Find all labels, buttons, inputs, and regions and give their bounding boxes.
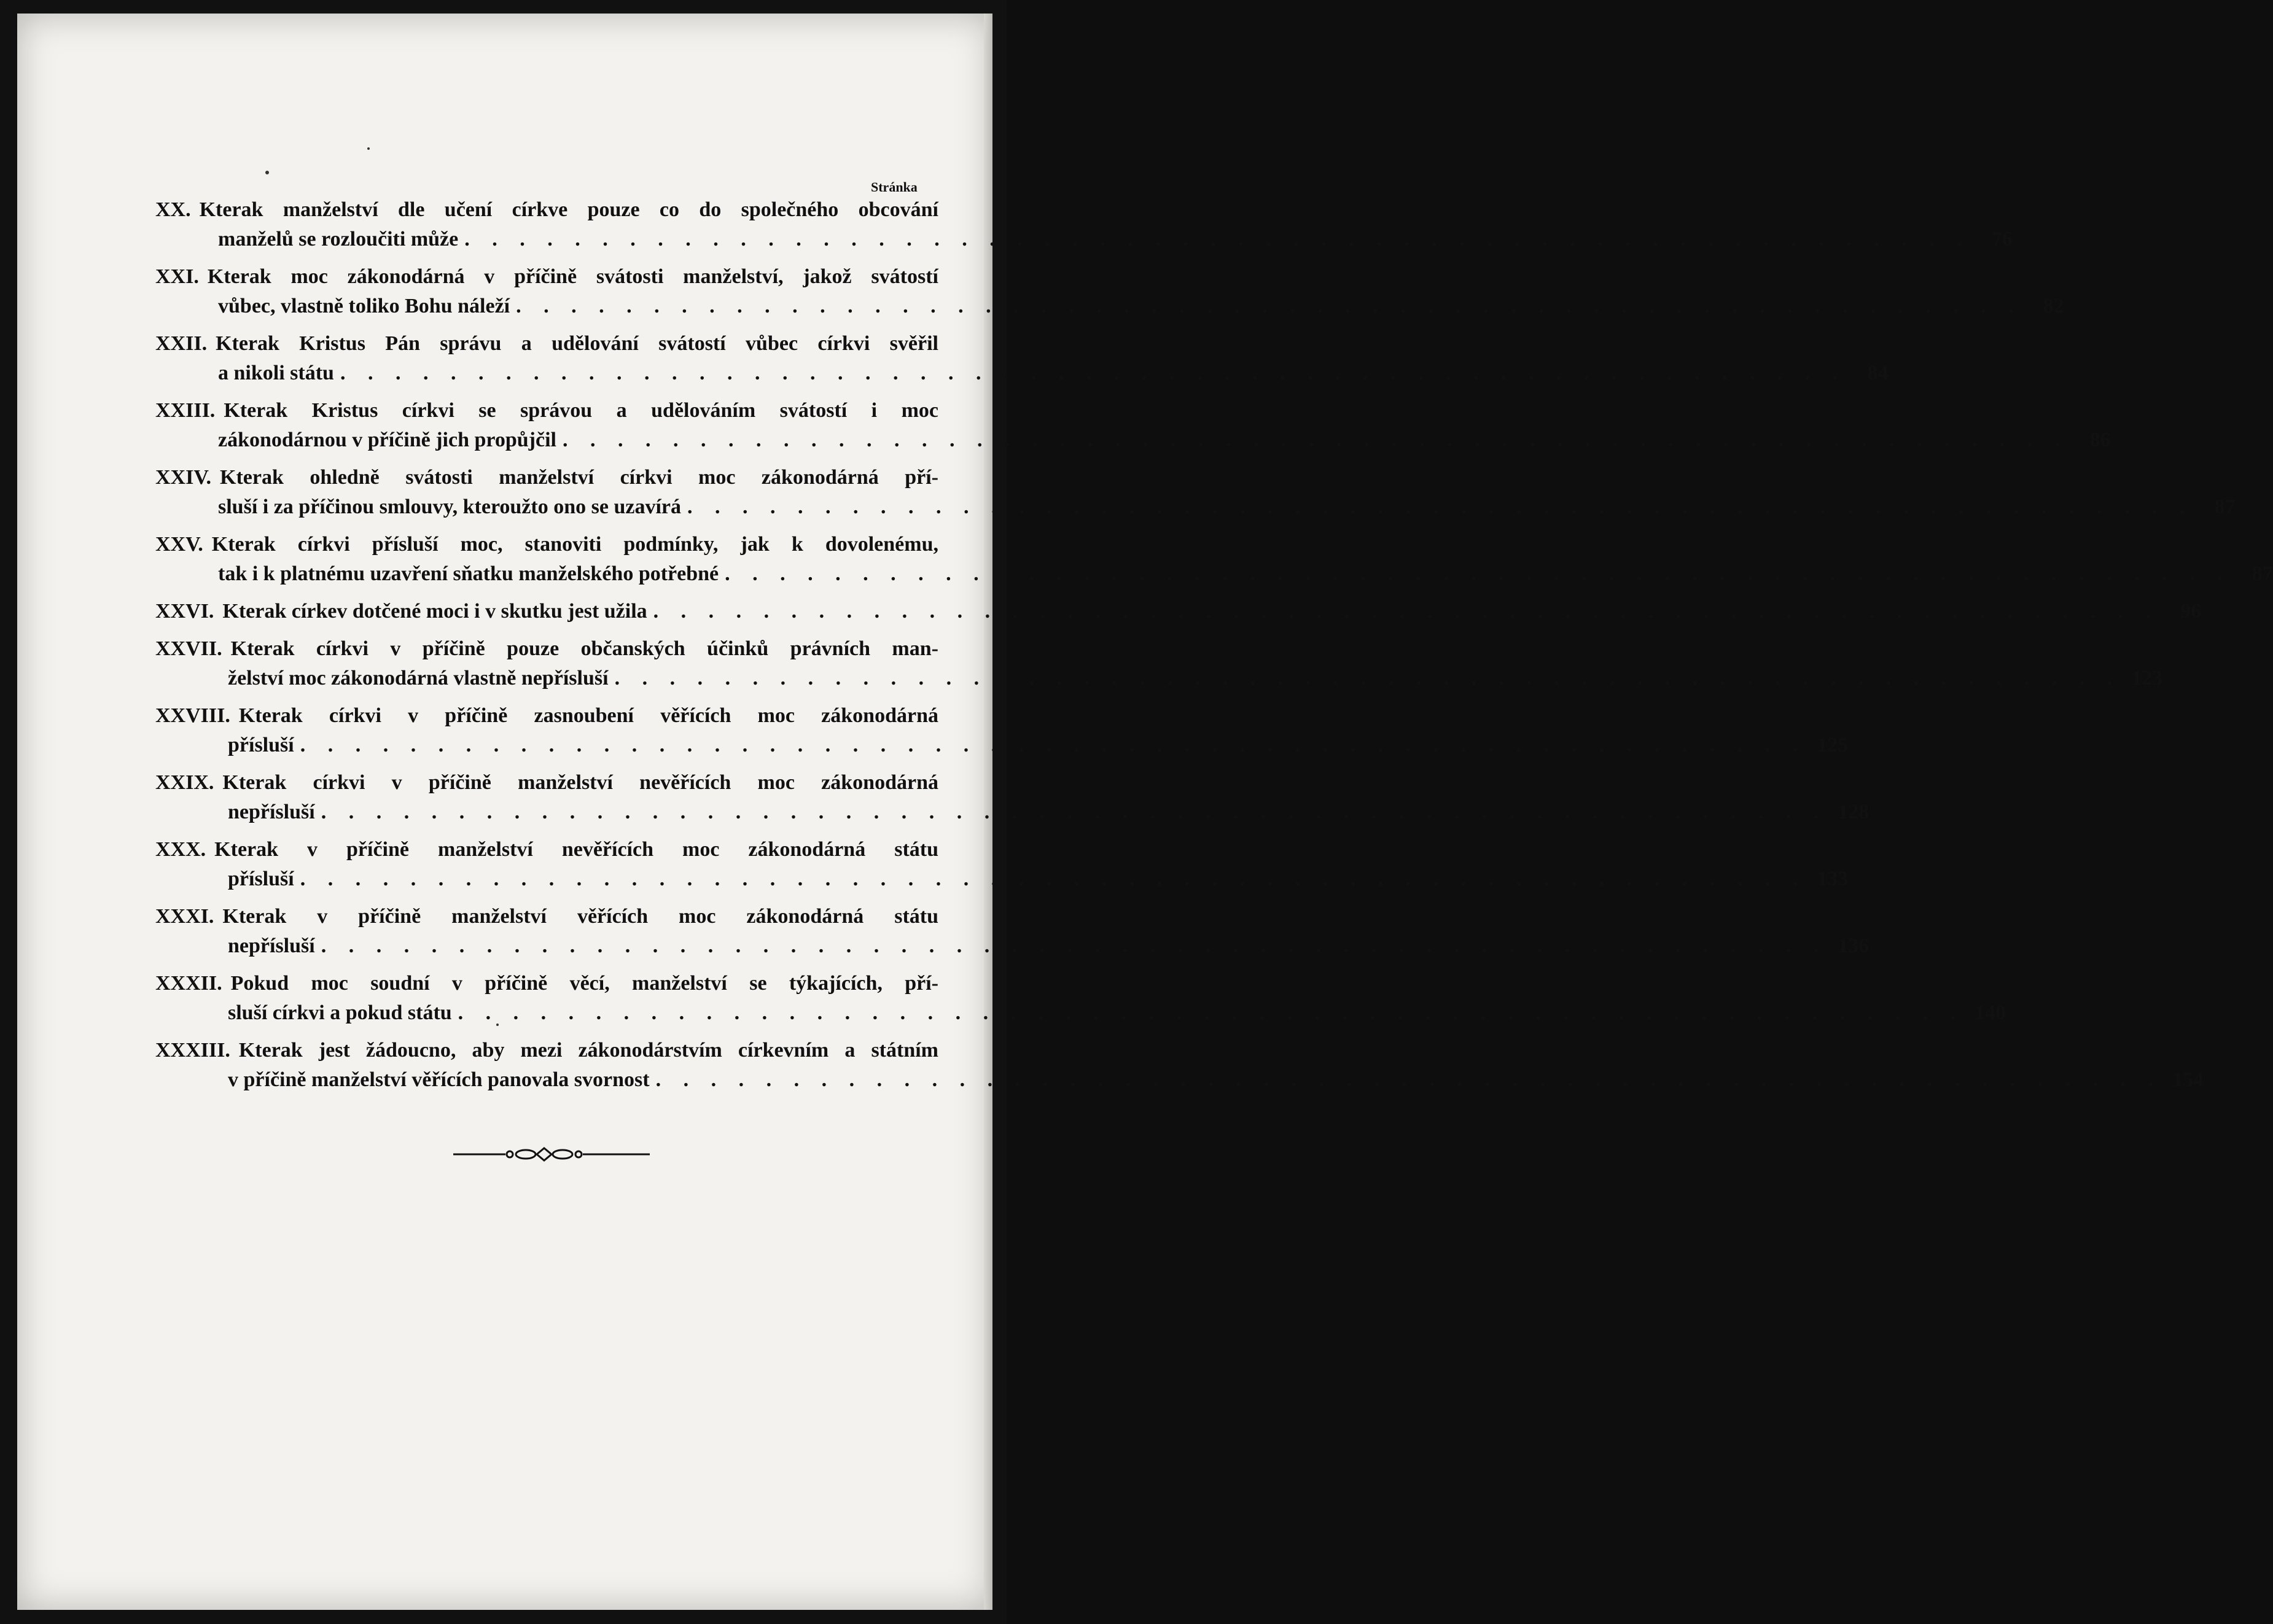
page-number: 96 [2180, 600, 2202, 623]
toc-entry-first-line [155, 396, 938, 425]
dot-leader: . . . . . . . . . . . . . . . . . . . . . . . . . . . . . . . . . . . . . . . . . . . . . . . . . . . . . . . [725, 562, 2231, 585]
toc-entry [155, 768, 1869, 827]
dot-leader: . . . . . . . . . . . . . . . . . . . . . . . . . . . . . . . . . . . . . . . . . . . . . . . . . . . . . . . [653, 600, 2160, 623]
chapter-title-line-1: Kterak církvi v příčině zasnoubení věřících moc zákonodárná [238, 704, 938, 727]
toc-entry [155, 597, 2202, 626]
chapter-title-line-1: Kterak moc zákonodárná v příčině svátosti manželství, jakož svátostí [207, 265, 938, 288]
table-of-contents [155, 195, 2273, 1103]
chapter-title-line-2: sluší církvi a pokud státu [228, 1001, 452, 1024]
toc-entry-first-line [155, 835, 938, 864]
dot-leader: . . . . . . . . . . . . . . . . . . . . . . . . . . . . . . . . . . . . . . . . . . . . . . . . . . . . . . . [300, 868, 1807, 890]
chapter-title-line-2: přísluší [228, 868, 294, 890]
page-number: 133 [1817, 868, 1849, 890]
toc-entry-second-line [155, 225, 2013, 254]
dot-leader: . . . . . . . . . . . . . . . . . . . . . . . . . . . . . . . . . . . . . . . . . . . . . . . . . . . . . . . [300, 734, 1807, 756]
page-number: 87 [2252, 562, 2273, 585]
dot-leader: . . . . . . . . . . . . . . . . . . . . . . . . . . . . . . . . . . . . . . . . . . . . . . . . . . . . . . . [687, 495, 2194, 518]
chapter-title-line-1: Kterak církev dotčené moci i v skutku jest užila [222, 600, 647, 623]
chapter-title-line-1: Kterak v příčině manželství věřících moc zákonodárná státu [222, 905, 938, 928]
toc-entry [155, 969, 2006, 1028]
dot-leader: . . . . . . . . . . . . . . . . . . . . . . . . . . . . . . . . . . . . . . . . . . . . . . . . . . . . . . . [516, 295, 2022, 317]
toc-entry-second-line [155, 864, 1849, 894]
chapter-title-line-1: Pokud moc soudní v příčině věcí, manželství se týkajících, pří- [230, 972, 938, 995]
chapter-title-line-2: želství moc zákonodárná vlastně nepřísluší [228, 667, 609, 690]
toc-entry [155, 463, 2236, 522]
toc-entry-first-line [155, 1036, 938, 1065]
chapter-number: XXIX. [155, 771, 214, 794]
chapter-title-line-1: Kterak jest žádoucno, aby mezi zákonodárstvím církevním a státním [238, 1039, 938, 1062]
chapter-title-line-1: Kterak Kristus církvi se správou a udělováním svátostí i moc [224, 399, 938, 422]
toc-entry-first-line [155, 262, 938, 292]
toc-entry [155, 701, 1849, 760]
chapter-number: XXV. [155, 533, 203, 556]
dot-leader: . . . . . . . . . . . . . . . . . . . . . . . . . . . . . . . . . . . . . . . . . . . . . . . . . . . . . . . [340, 362, 1847, 384]
chapter-title-line-2: vůbec, vlastně toliko Bohu náleží [218, 295, 510, 317]
page-number: 123 [2131, 667, 2163, 690]
print-speck [367, 147, 370, 150]
dot-leader: . . . . . . . . . . . . . . . . . . . . . . . . . . . . . . . . . . . . . . . . . . . . . . . . . . . . . . . [321, 934, 1828, 957]
chapter-number: XXIV. [155, 466, 212, 489]
dot-leader: . . . . . . . . . . . . . . . . . . . . . . . . . . . . . . . . . . . . . . . . . . . . . . . . . . . . . . . [655, 1068, 2162, 1091]
toc-entry-second-line [155, 1065, 2204, 1095]
chapter-title-line-1: Kterak církvi přísluší moc, stanoviti podmínky, jak k dovolenému, [211, 533, 938, 556]
chapter-title-line-2: tak i k platnému uzavření sňatku manželského potřebné [218, 562, 719, 585]
toc-entry-first-line [155, 195, 938, 225]
chapter-number: XXVI. [155, 600, 214, 623]
chapter-title-line-2: přísluší [228, 734, 294, 756]
dot-leader: . . . . . . . . . . . . . . . . . . . . . . . . . . . . . . . . . . . . . . . . . . . . . . . . . . . . . . . [458, 1001, 1965, 1024]
page-number: 82 [2043, 295, 2064, 317]
chapter-number: XXIII. [155, 399, 216, 422]
toc-entry-first-line [155, 597, 2202, 626]
page-column-heading: Stránka [871, 179, 918, 195]
page-number: 125 [1817, 734, 1849, 756]
chapter-title-line-2: a nikoli státu [218, 362, 334, 384]
toc-entry-first-line [155, 701, 938, 731]
chapter-number: XXI. [155, 265, 199, 288]
toc-entry-second-line [155, 359, 1889, 388]
page-number: 86 [2089, 429, 2111, 451]
chapter-title-line-1: Kterak Kristus Pán správu a udělování svátostí vůbec církvi svěřil [216, 332, 938, 355]
chapter-number: XXVII. [155, 637, 222, 660]
toc-entry-second-line [155, 559, 2273, 589]
toc-entry-first-line [155, 768, 938, 798]
chapter-title-line-2: nepřísluší [228, 801, 315, 823]
chapter-title-line-2: manželů se rozloučiti může [218, 228, 459, 251]
toc-entry-first-line [155, 463, 938, 492]
chapter-title-line-1: Kterak církvi v příčině manželství nevěřících moc zákonodárná [222, 771, 938, 794]
chapter-title-line-2: v příčině manželství věřících panovala svornost [228, 1068, 650, 1091]
toc-entry-second-line [155, 425, 2111, 455]
toc-entry-second-line [155, 492, 2236, 522]
dot-leader: . . . . . . . . . . . . . . . . . . . . . . . . . . . . . . . . . . . . . . . . . . . . . . . . . . . . . . . [614, 667, 2121, 690]
page-number: 140 [1975, 1001, 2006, 1024]
toc-entry-second-line [155, 292, 2064, 321]
page-number: 87 [2214, 495, 2236, 518]
toc-entry [155, 1036, 2204, 1095]
chapter-title-line-2: sluší i za příčinou smlouvy, kteroužto ono se uzavírá [218, 495, 682, 518]
toc-entry-second-line [155, 664, 2163, 693]
chapter-number: XXXIII. [155, 1039, 230, 1062]
toc-entry [155, 530, 2273, 589]
page-number: 84 [1867, 362, 1889, 384]
toc-entry [155, 396, 2111, 455]
toc-entry [155, 262, 2064, 321]
chapter-number: XXX. [155, 838, 206, 861]
toc-entry [155, 195, 2013, 254]
chapter-title-line-1: Kterak manželství dle učení církve pouze co do společného obcování [199, 198, 938, 221]
chapter-title-line-2: nepřísluší [228, 934, 315, 957]
toc-entry [155, 902, 1869, 961]
toc-entry-second-line [155, 798, 1869, 827]
toc-entry-first-line [155, 530, 938, 559]
toc-entry [155, 329, 1889, 388]
toc-entry-first-line [155, 902, 938, 931]
dot-leader: . . . . . . . . . . . . . . . . . . . . . . . . . . . . . . . . . . . . . . . . . . . . . . . . . . . . . . . [464, 228, 1971, 251]
page-number: 76 [1991, 228, 2013, 251]
chapter-number: XXXI. [155, 905, 214, 928]
toc-entry [155, 634, 2163, 693]
ornament-divider-icon [453, 1142, 650, 1167]
dot-leader: . . . . . . . . . . . . . . . . . . . . . . . . . . . . . . . . . . . . . . . . . . . . . . . . . . . . . . . [563, 429, 2069, 451]
chapter-number: XXII. [155, 332, 208, 355]
toc-entry-first-line [155, 634, 938, 664]
dot-leader: . . . . . . . . . . . . . . . . . . . . . . . . . . . . . . . . . . . . . . . . . . . . . . . . . . . . . . . [321, 801, 1828, 823]
toc-entry-second-line [155, 998, 2006, 1028]
page-number: 128 [1838, 801, 1869, 823]
book-page [17, 14, 2273, 1610]
toc-entry-first-line [155, 969, 938, 998]
toc-entry-second-line [155, 931, 1869, 961]
print-speck [265, 171, 269, 174]
page-number: 136 [1838, 934, 1869, 957]
chapter-number: XXXII. [155, 972, 222, 995]
toc-entry-first-line [155, 329, 938, 359]
page-number: 154 [2172, 1068, 2204, 1091]
chapter-number: XX. [155, 198, 191, 221]
chapter-title-line-1: Kterak ohledně svátosti manželství církvi moc zákonodárná pří- [220, 466, 938, 489]
chapter-title-line-1: Kterak v příčině manželství nevěřících moc zákonodárná státu [214, 838, 938, 861]
chapter-title-line-2: zákonodárnou v příčině jich propůjčil [218, 429, 556, 451]
toc-entry-second-line [155, 731, 1849, 760]
chapter-title-line-1: Kterak církvi v příčině pouze občanských účinků právních man- [230, 637, 938, 660]
chapter-number: XXVIII. [155, 704, 230, 727]
toc-entry [155, 835, 1849, 894]
